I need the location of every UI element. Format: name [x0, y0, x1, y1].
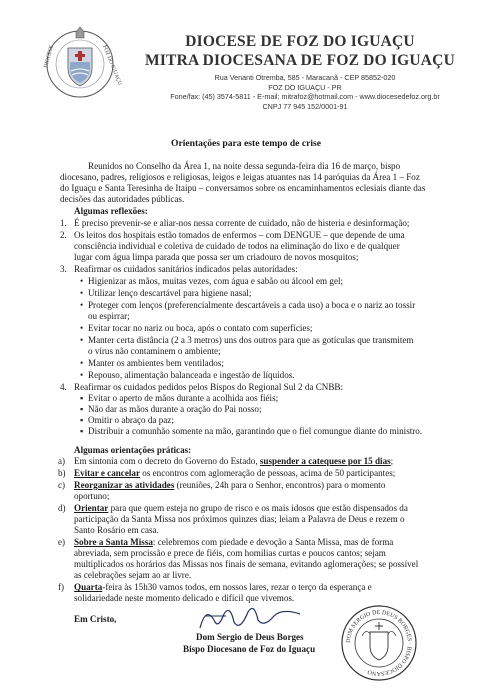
list-item: oportuno;	[74, 491, 110, 501]
list-letter: a)	[58, 456, 66, 466]
diocese-coat-of-arms-icon	[34, 24, 126, 100]
list-item: Evitar e cancelar os encontros com aglomeração de pessoas, acima de 50 participantes;	[74, 468, 396, 478]
list-item: as celebrações sejam ao ar livre.	[74, 570, 192, 580]
bullet-icon: ▪	[80, 426, 84, 436]
list-item: Quarta-feira às 15h30 vamos todos, em nossos lares, rezar o terço da esperança e	[74, 582, 372, 592]
list-item: Em sintonia com o decreto do Governo do Estado, suspender a catequese por 15 dias;	[74, 456, 394, 466]
list-item: É preciso prevenir-se e aliar-nos nessa corrente de cuidado, não de histeria e desinformação;	[74, 218, 410, 228]
list-item: Repouso, alimentação balanceada e ingestão de líquidos.	[88, 370, 295, 380]
bullet-icon: ▪	[80, 393, 84, 403]
list-item: Orientar para que quem esteja no grupo de risco e os mais idosos que estão dispensados da	[74, 503, 408, 513]
intro-line: Reunidos no Conselho da Área 1, na noite dessa segunda-feira dia 16 de março, bispo	[88, 161, 401, 171]
list-item: Omitir o abraço da paz;	[88, 415, 174, 425]
bullet-icon: •	[80, 335, 84, 345]
bullet-icon: •	[80, 288, 84, 298]
bullet-icon: ▪	[80, 415, 84, 425]
reflexoes-heading: Algumas reflexões:	[74, 206, 148, 216]
list-item: Reafirmar os cuidados sanitários indicados pelas autoridades:	[74, 264, 298, 274]
list-letter: f)	[58, 582, 65, 592]
list-letter: c)	[58, 480, 66, 490]
list-item: Distribuir a comunhão somente na mão, garantindo que o fiel comungue diante do ministro.	[88, 426, 423, 436]
bullet-icon: ▪	[80, 404, 84, 414]
list-item: multiplicados os horários das Missas nos finais de semana, evitando aglomerações; se possível	[74, 559, 419, 569]
handwritten-signature-icon	[196, 602, 306, 632]
list-item: lugar com água limpa parada que possa ser um criadouro de novos mosquitos;	[74, 252, 359, 262]
praticas-heading: Algumas orientações práticas:	[74, 445, 192, 455]
address-contact: Fone/fax: (45) 3574-5811 - E-mail: mitrafoz@hotmail.com - www.diocesedefoz.org.br	[170, 92, 440, 101]
list-item: Não dar as mãos durante a oração do Pai nosso;	[88, 404, 262, 414]
bullet-icon: •	[80, 300, 84, 310]
list-item: Evitar tocar no nariz ou boca, após o contato com superfícies;	[88, 323, 313, 333]
list-number: 4.	[60, 382, 67, 392]
list-item: Evitar o aperto de mãos durante a acolhida aos fiéis;	[88, 393, 279, 403]
list-item: Manter certa distância (2 a 3 metros) uns dos outros para que as gotículas que transmitem	[88, 335, 414, 345]
list-letter: d)	[58, 503, 66, 513]
bullet-icon: •	[80, 323, 84, 333]
list-number: 3.	[60, 264, 67, 274]
list-item: Reafirmar os cuidados pedidos pelos Bispos do Regional Sul 2 da CNBB:	[74, 382, 344, 392]
list-item: solidariedade neste momento delicado e difícil que vivemos.	[74, 593, 295, 603]
svg-text:DIOCESE: DIOCESE	[43, 44, 55, 69]
list-number: 2.	[60, 230, 67, 240]
list-item: Manter os ambientes bem ventilados;	[88, 358, 224, 368]
svg-text:DOM SERGIO DE DEUS BORGES · BI: DOM SERGIO DE DEUS BORGES · BISPO DIOCESANO ·	[345, 609, 413, 677]
list-number: 1.	[60, 218, 67, 228]
list-item: abreviada, sem procissão e prece de fiéis, com homilias curtas e poucos cantos; sejam	[74, 548, 386, 558]
signature-name: Dom Sergio de Deus Borges	[196, 632, 304, 642]
address-cnpj: CNPJ 77 945 152/0001-91	[262, 102, 348, 111]
closing: Em Cristo,	[74, 614, 117, 624]
list-item: Os leitos dos hospitais estão tomados de enfermos – com DENGUE – que depende de uma	[74, 230, 405, 240]
address-city: FOZ DO IGUAÇU - PR	[268, 83, 342, 92]
list-item: Santo Rosário em casa.	[74, 525, 159, 535]
list-item: participação da Santa Missa nos próximos quinzes dias; leiam a Palavra de Deus e rezem o	[74, 514, 405, 524]
bullet-icon: •	[80, 276, 84, 286]
list-item: ou espirrar;	[88, 311, 130, 321]
intro-line: diocesano, padres, religiosos e religiosas, leigos e leigas atuantes nas 14 paróquias da Área 1 – Foz	[60, 172, 420, 182]
list-item: Reorganizar as atividades (reuniões, 24h para o Senhor, encontros) para o momento	[74, 480, 386, 490]
intro-line: do Iguaçu e Santa Teresinha de Itaipu – conversamos sobre os encaminhamentos eclesiais diante das	[60, 183, 426, 193]
bullet-icon: •	[80, 370, 84, 380]
signature-title: Bispo Diocesano de Foz do Iguaçu	[183, 644, 316, 654]
list-letter: b)	[58, 468, 66, 478]
mitra-title: MITRA DIOCESANA DE FOZ DO IGUAÇU	[145, 52, 455, 69]
official-seal-icon	[340, 604, 418, 682]
svg-text:FOZ DO IGUAÇU: FOZ DO IGUAÇU	[101, 44, 123, 87]
list-item: o vírus não contaminem o ambiente;	[88, 346, 221, 356]
list-item: Sobre a Santa Missa: celebremos com piedade e devoção a Santa Missa, mas de forma	[74, 537, 394, 547]
diocese-title: DIOCESE DE FOZ DO IGUAÇU	[185, 33, 415, 50]
intro-line: decisões das autoridades públicas.	[60, 194, 185, 204]
document-title: Orientações para este tempo de crise	[171, 138, 321, 149]
bullet-icon: •	[80, 358, 84, 368]
list-letter: e)	[58, 537, 66, 547]
list-item: Utilizar lenço descartável para higiene nasal;	[88, 288, 252, 298]
list-item: Higienizar as mãos, muitas vezes, com água e sabão ou álcool em gel;	[88, 276, 344, 286]
list-item: consciência individual e coletiva de cuidado de todos na eliminação do lixo e de qualquer	[74, 241, 400, 251]
address-street: Rua Venanti Otremba, 585 - Maracanã - CEP 85852-020	[214, 73, 396, 82]
list-item: Proteger com lenços (preferencialmente descartáveis a cada uso) a boca e o nariz ao tossir	[88, 300, 416, 310]
